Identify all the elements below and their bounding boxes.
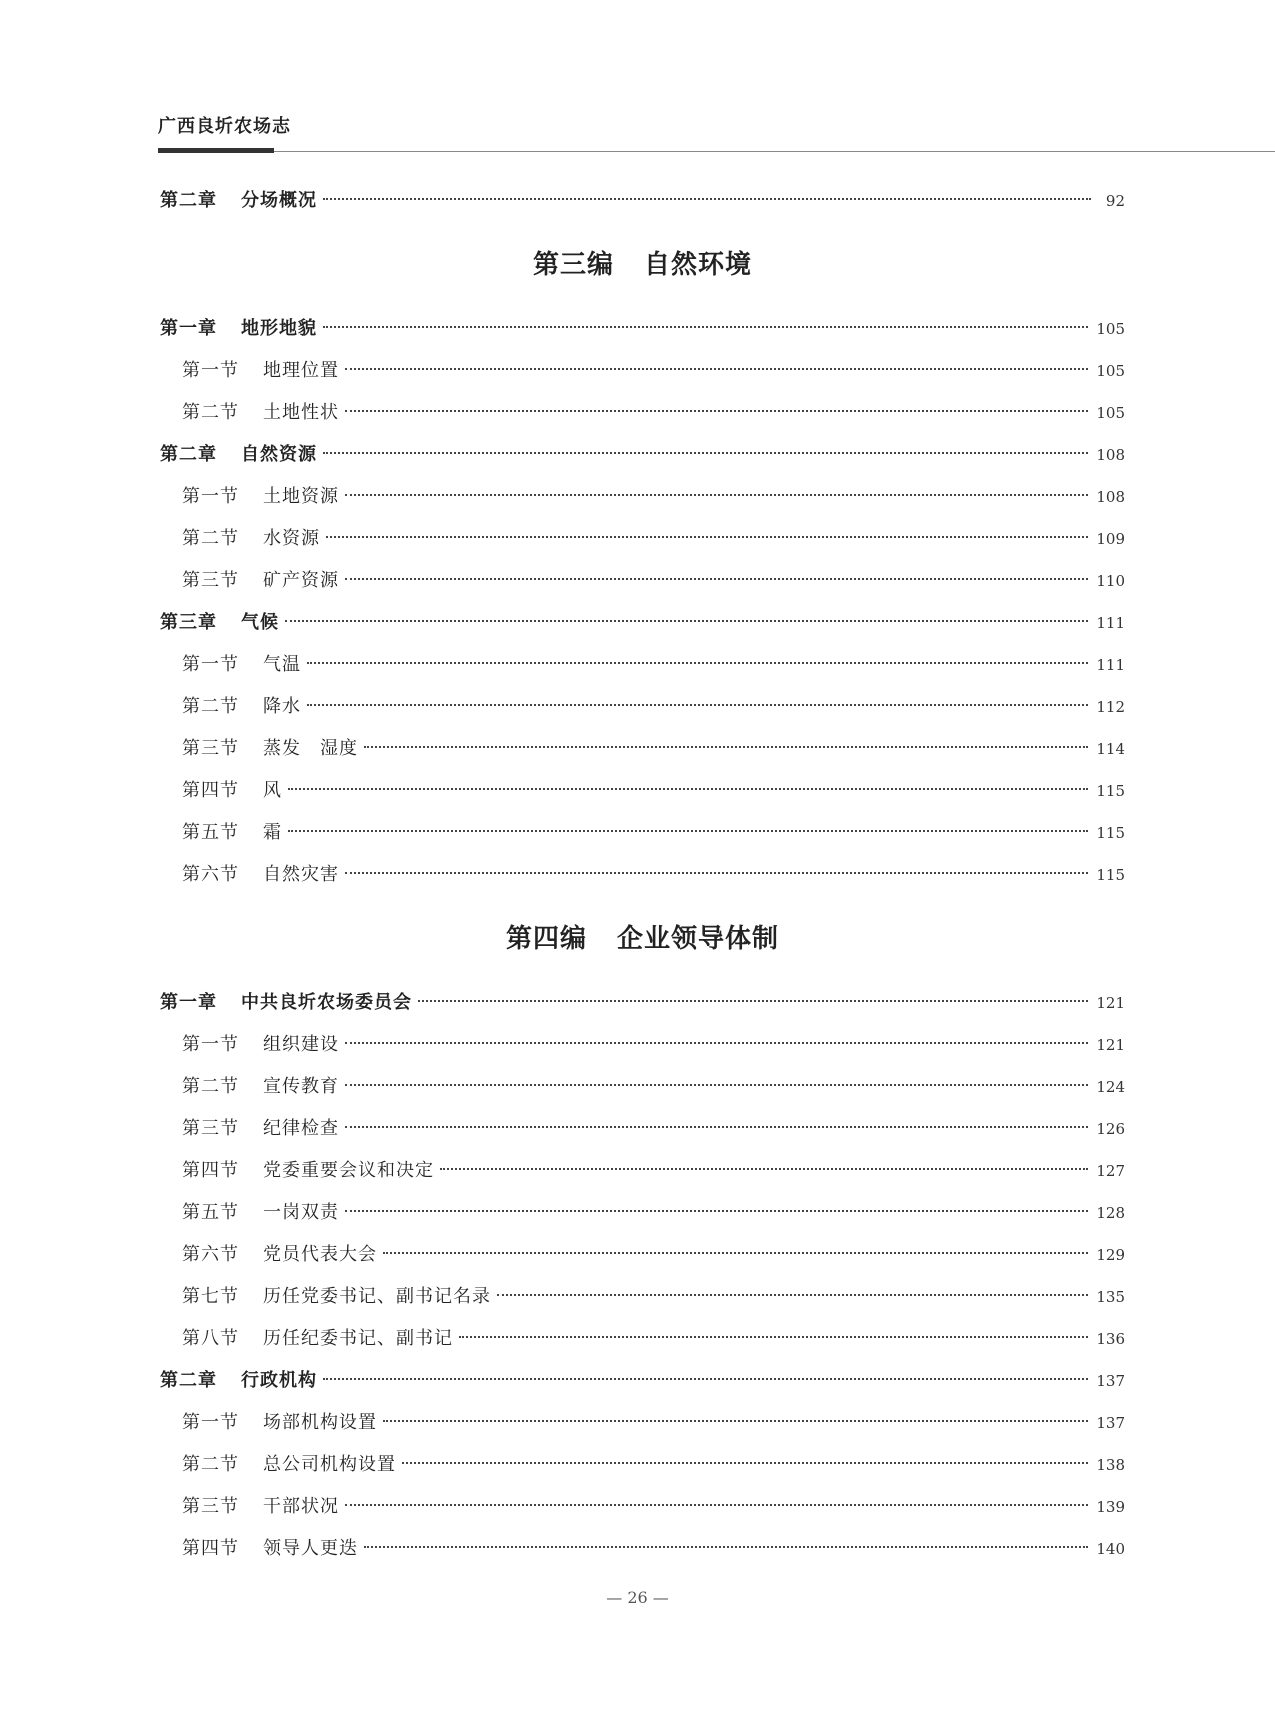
dot-leader bbox=[307, 703, 1088, 706]
toc-entry-title: 干部状况 bbox=[263, 1496, 339, 1517]
part-heading-title: 企业领导体制 bbox=[617, 924, 780, 954]
toc-entry-title: 场部机构设置 bbox=[263, 1412, 377, 1433]
toc-entry-label: 第一节 bbox=[182, 1412, 239, 1433]
header-rule-thick bbox=[158, 148, 274, 153]
toc-entry-title: 历任纪委书记、副书记 bbox=[263, 1328, 453, 1349]
toc-entry-label: 第一节 bbox=[182, 654, 239, 675]
dot-leader bbox=[288, 829, 1088, 832]
dot-leader bbox=[364, 745, 1088, 748]
toc-chapter-entry[interactable] bbox=[160, 602, 1125, 644]
toc-section-entry[interactable] bbox=[160, 1318, 1125, 1360]
toc-section-entry[interactable] bbox=[160, 392, 1125, 434]
toc-entry-label: 第四节 bbox=[182, 1160, 239, 1181]
toc-entry-title: 总公司机构设置 bbox=[263, 1454, 396, 1475]
toc-entry-page: 110 bbox=[1096, 572, 1125, 590]
toc-entry-page: 111 bbox=[1096, 656, 1125, 674]
toc-entry-label: 第七节 bbox=[182, 1286, 239, 1307]
toc-entry-label: 第一节 bbox=[182, 486, 239, 507]
dot-leader bbox=[345, 1503, 1088, 1506]
part3-entries bbox=[160, 308, 1125, 896]
dot-leader bbox=[288, 787, 1088, 790]
dot-leader bbox=[326, 535, 1088, 538]
toc-entry-title: 领导人更迭 bbox=[263, 1538, 358, 1559]
part-heading bbox=[160, 896, 1125, 982]
toc-section-entry[interactable] bbox=[160, 1024, 1125, 1066]
toc-entry-label: 第八节 bbox=[182, 1328, 239, 1349]
toc-section-entry[interactable] bbox=[160, 1444, 1125, 1486]
toc-entry-label: 第一节 bbox=[182, 1034, 239, 1055]
toc-entry-title: 纪律检查 bbox=[263, 1118, 339, 1139]
toc-entry-title: 地形地貌 bbox=[241, 318, 317, 339]
toc-entry-title: 霜 bbox=[263, 822, 282, 843]
toc-entry-label: 第二章 bbox=[160, 444, 217, 465]
dot-leader bbox=[345, 1041, 1088, 1044]
toc-section-entry[interactable] bbox=[160, 728, 1125, 770]
toc-entry-title: 降水 bbox=[263, 696, 301, 717]
toc-section-entry[interactable] bbox=[160, 1234, 1125, 1276]
toc-entry-page: 135 bbox=[1096, 1288, 1125, 1306]
page-number: — 26 — bbox=[606, 1588, 669, 1607]
dot-leader bbox=[497, 1293, 1088, 1296]
toc-entry-title: 组织建设 bbox=[263, 1034, 339, 1055]
toc-entry-label: 第一节 bbox=[182, 360, 239, 381]
dot-leader bbox=[345, 493, 1088, 496]
toc-section-entry[interactable] bbox=[160, 686, 1125, 728]
toc-entry-title: 宣传教育 bbox=[263, 1076, 339, 1097]
toc-entry-page: 105 bbox=[1096, 320, 1125, 338]
toc-entry-title: 党员代表大会 bbox=[263, 1244, 377, 1265]
toc-entry-page: 115 bbox=[1096, 866, 1125, 884]
dot-leader bbox=[345, 367, 1088, 370]
toc-entry-label: 第三节 bbox=[182, 570, 239, 591]
toc-section-entry[interactable] bbox=[160, 1150, 1125, 1192]
toc-entry-title: 分场概况 bbox=[241, 190, 317, 211]
toc-chapter-entry[interactable] bbox=[160, 434, 1125, 476]
dot-leader bbox=[323, 1377, 1088, 1380]
dot-leader bbox=[364, 1545, 1088, 1548]
toc-entry-label: 第二节 bbox=[182, 1076, 239, 1097]
dot-leader bbox=[345, 1125, 1088, 1128]
dot-leader bbox=[459, 1335, 1088, 1338]
toc-section-entry[interactable] bbox=[160, 1066, 1125, 1108]
toc-section-entry[interactable] bbox=[160, 1276, 1125, 1318]
toc-entry-label: 第三节 bbox=[182, 1118, 239, 1139]
toc-entry-page: 136 bbox=[1096, 1330, 1125, 1348]
toc-entry-page: 115 bbox=[1096, 782, 1125, 800]
dot-leader bbox=[345, 871, 1088, 874]
toc-entry-page: 126 bbox=[1096, 1120, 1125, 1138]
toc-entry-label: 第二节 bbox=[182, 528, 239, 549]
toc-entry-page: 105 bbox=[1096, 404, 1125, 422]
toc-entry-label: 第五节 bbox=[182, 822, 239, 843]
toc-entry-title: 土地性状 bbox=[263, 402, 339, 423]
toc-entry[interactable] bbox=[160, 180, 1125, 222]
dot-leader bbox=[285, 619, 1088, 622]
toc-entry-page: 137 bbox=[1096, 1372, 1125, 1390]
dot-leader bbox=[345, 577, 1088, 580]
toc-entry-page: 124 bbox=[1096, 1078, 1125, 1096]
dot-leader bbox=[345, 409, 1088, 412]
toc-entry-title: 历任党委书记、副书记名录 bbox=[263, 1286, 491, 1307]
dot-leader bbox=[345, 1083, 1088, 1086]
part-heading-label: 第三编 bbox=[532, 250, 614, 280]
running-header-title: 广西良圻农场志 bbox=[158, 116, 291, 137]
toc-entry-page: 105 bbox=[1096, 362, 1125, 380]
toc-entry-title: 党委重要会议和决定 bbox=[263, 1160, 434, 1181]
toc-section-entry[interactable] bbox=[160, 1402, 1125, 1444]
toc-entry-title: 风 bbox=[263, 780, 282, 801]
toc-section-entry[interactable] bbox=[160, 518, 1125, 560]
toc-entry-page: 140 bbox=[1096, 1540, 1125, 1558]
toc-entry-page: 108 bbox=[1096, 446, 1125, 464]
toc-section-entry[interactable] bbox=[160, 1192, 1125, 1234]
toc-entry-page: 128 bbox=[1096, 1204, 1125, 1222]
toc-entry-label: 第五节 bbox=[182, 1202, 239, 1223]
toc-entry-page: 92 bbox=[1105, 192, 1125, 210]
toc-entry-page: 109 bbox=[1096, 530, 1125, 548]
toc-entry-label: 第一章 bbox=[160, 992, 217, 1013]
toc-entry-page: 139 bbox=[1096, 1498, 1125, 1516]
toc-entry-title: 蒸发 湿度 bbox=[263, 738, 358, 759]
toc-section-entry[interactable] bbox=[160, 1486, 1125, 1528]
toc-entry-label: 第二节 bbox=[182, 1454, 239, 1475]
dot-leader bbox=[323, 451, 1088, 454]
dot-leader bbox=[307, 661, 1088, 664]
toc-entry-title: 行政机构 bbox=[241, 1370, 317, 1391]
toc-entry-label: 第六节 bbox=[182, 1244, 239, 1265]
toc-section-entry[interactable] bbox=[160, 854, 1125, 896]
toc-entry-label: 第四节 bbox=[182, 780, 239, 801]
dot-leader bbox=[383, 1419, 1088, 1422]
toc-entry-page: 112 bbox=[1096, 698, 1125, 716]
toc-entry-page: 129 bbox=[1096, 1246, 1125, 1264]
toc-entry-label: 第一章 bbox=[160, 318, 217, 339]
toc-entry-label: 第三章 bbox=[160, 612, 217, 633]
toc-entry-title: 矿产资源 bbox=[263, 570, 339, 591]
toc-entry-page: 114 bbox=[1096, 740, 1125, 758]
part4-entries bbox=[160, 982, 1125, 1570]
toc-entry-page: 121 bbox=[1096, 1036, 1125, 1054]
toc-section-entry[interactable] bbox=[160, 1108, 1125, 1150]
toc-entry-page: 115 bbox=[1096, 824, 1125, 842]
toc-chapter-entry[interactable] bbox=[160, 308, 1125, 350]
dot-leader bbox=[383, 1251, 1088, 1254]
toc-entry-title: 自然灾害 bbox=[263, 864, 339, 885]
toc-chapter-entry[interactable] bbox=[160, 982, 1125, 1024]
toc-entry-title: 地理位置 bbox=[263, 360, 339, 381]
part-heading-title: 自然环境 bbox=[644, 250, 753, 280]
toc-entry-title: 一岗双责 bbox=[263, 1202, 339, 1223]
dot-leader bbox=[345, 1209, 1088, 1212]
toc-chapter-entry[interactable] bbox=[160, 1360, 1125, 1402]
toc-entry-title: 水资源 bbox=[263, 528, 320, 549]
toc-entry-label: 第二章 bbox=[160, 190, 217, 211]
toc-entry-title: 中共良圻农场委员会 bbox=[241, 992, 412, 1013]
toc-entry-label: 第四节 bbox=[182, 1538, 239, 1559]
toc-entry-label: 第二节 bbox=[182, 696, 239, 717]
toc-entry-page: 111 bbox=[1096, 614, 1125, 632]
header-rule-thin bbox=[274, 151, 1275, 152]
toc-entry-page: 138 bbox=[1096, 1456, 1125, 1474]
toc-entry-label: 第二章 bbox=[160, 1370, 217, 1391]
toc-entry-label: 第六节 bbox=[182, 864, 239, 885]
toc-section-entry[interactable] bbox=[160, 1528, 1125, 1570]
dot-leader bbox=[440, 1167, 1088, 1170]
toc-entry-label: 第二节 bbox=[182, 402, 239, 423]
toc-section-entry[interactable] bbox=[160, 812, 1125, 854]
dot-leader bbox=[418, 999, 1088, 1002]
toc-section-entry[interactable] bbox=[160, 560, 1125, 602]
toc-entry-title: 气候 bbox=[241, 612, 279, 633]
part-heading-label: 第四编 bbox=[505, 924, 587, 954]
toc-section-entry[interactable] bbox=[160, 770, 1125, 812]
toc-entry-page: 108 bbox=[1096, 488, 1125, 506]
toc-entry-label: 第三节 bbox=[182, 738, 239, 759]
toc-entry-title: 气温 bbox=[263, 654, 301, 675]
toc-section-entry[interactable] bbox=[160, 350, 1125, 392]
toc-entry-label: 第三节 bbox=[182, 1496, 239, 1517]
dot-leader bbox=[323, 325, 1088, 328]
dot-leader bbox=[402, 1461, 1088, 1464]
table-of-contents bbox=[160, 180, 1125, 1570]
part-heading bbox=[160, 222, 1125, 308]
toc-section-entry[interactable] bbox=[160, 644, 1125, 686]
toc-entry-title: 自然资源 bbox=[241, 444, 317, 465]
dot-leader bbox=[323, 197, 1091, 200]
toc-entry-page: 121 bbox=[1096, 994, 1125, 1012]
toc-entry-page: 137 bbox=[1096, 1414, 1125, 1432]
toc-entry-title: 土地资源 bbox=[263, 486, 339, 507]
toc-entry-page: 127 bbox=[1096, 1162, 1125, 1180]
toc-section-entry[interactable] bbox=[160, 476, 1125, 518]
